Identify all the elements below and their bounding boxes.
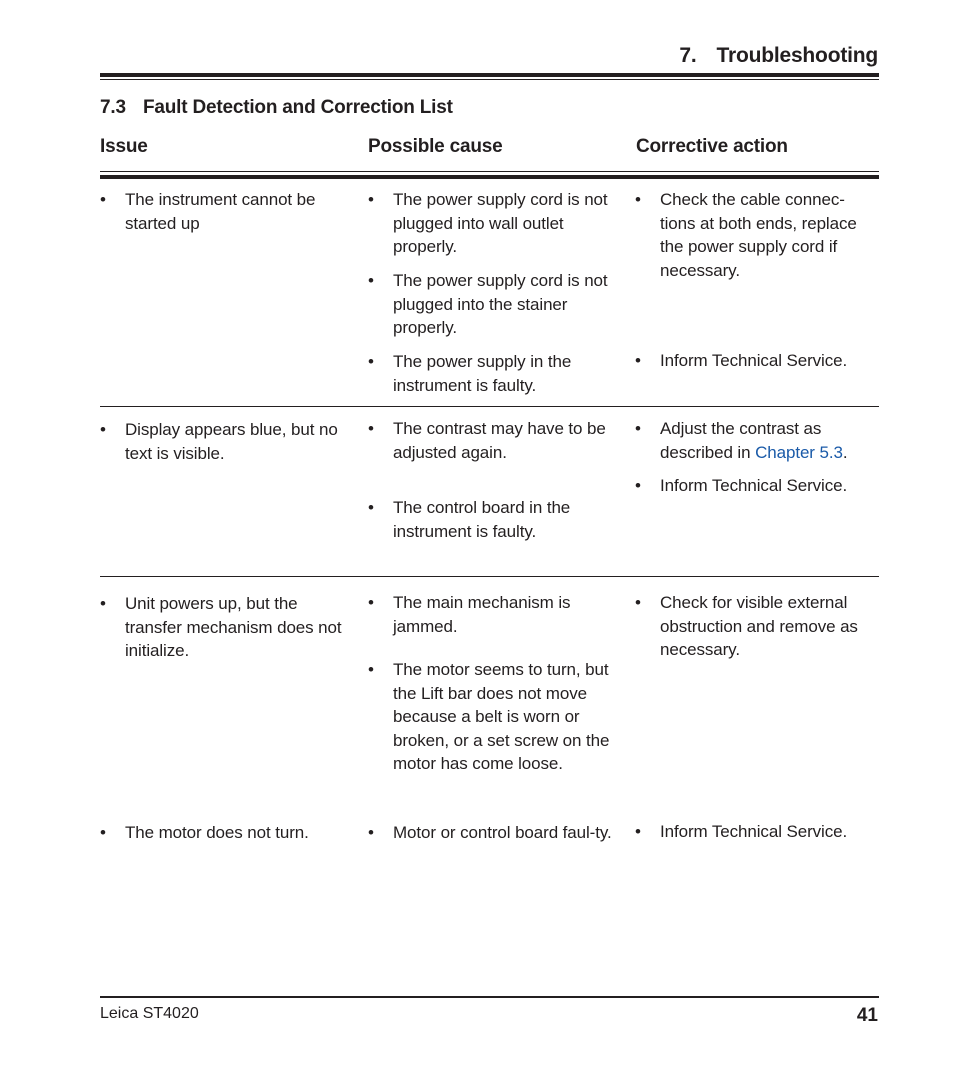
issue-item: • The motor does not turn. <box>100 821 345 845</box>
section-title-text: Fault Detection and Correction List <box>143 97 453 118</box>
chapter-title <box>679 44 878 68</box>
issue-item: • Display appears blue, but no text is visible. <box>100 418 345 465</box>
cause-item: • The power supply cord is not plugged into the stainer properly. <box>368 269 613 340</box>
action-item: • Check the cable connec-tions at both ends, replace the power supply cord if necessary. <box>635 188 880 282</box>
action-text-end: . <box>842 442 848 462</box>
chapter-number: 7. <box>679 44 697 67</box>
cause-item: • The motor seems to turn, but the Lift bar does not move because a belt is worn or broken, or a set screw on the motor has come loose. <box>368 658 613 776</box>
footer-product: Leica ST4020 <box>100 1005 199 1022</box>
action-text: Adjust the contrast as described in <box>660 419 822 462</box>
cause-item: • The power supply in the instrument is faulty. <box>368 350 613 397</box>
cause-item: • The main mechanism is jammed. <box>368 591 613 638</box>
page-number: 41 <box>856 1005 878 1026</box>
issue-item: • Unit powers up, but the transfer mechanism does not initialize. <box>100 592 345 663</box>
section-title <box>100 97 453 119</box>
action-item <box>635 417 880 464</box>
chapter-link[interactable]: Chapter 5.3 <box>755 442 843 462</box>
cause-item: • The power supply cord is not plugged into wall outlet properly. <box>368 188 613 259</box>
chapter-title-text: Troubleshooting <box>716 44 878 67</box>
issue-item: • The instrument cannot be started up <box>100 188 345 235</box>
action-item: • Inform Technical Service. <box>635 349 880 373</box>
action-item: • Check for visible external obstruction and remove as necessary. <box>635 591 880 662</box>
table-header-rule-thick <box>100 175 879 179</box>
footer-rule <box>100 996 879 998</box>
cause-item: • The contrast may have to be adjusted again. <box>368 417 613 464</box>
column-header-issue: Issue <box>100 136 148 157</box>
cause-item: • The control board in the instrument is faulty. <box>368 496 613 543</box>
cause-item: • Motor or control board faul-ty. <box>368 821 613 845</box>
action-item: • Inform Technical Service. <box>635 820 880 844</box>
column-header-cause: Possible cause <box>368 136 503 157</box>
table-header-rule-thin <box>100 171 879 172</box>
row-divider <box>100 406 879 407</box>
section-number: 7.3 <box>100 97 126 118</box>
row-divider <box>100 576 879 577</box>
header-rule-thick <box>100 73 879 77</box>
column-header-action: Corrective action <box>636 136 788 157</box>
action-item: • Inform Technical Service. <box>635 474 880 498</box>
header-rule-thin <box>100 79 879 80</box>
